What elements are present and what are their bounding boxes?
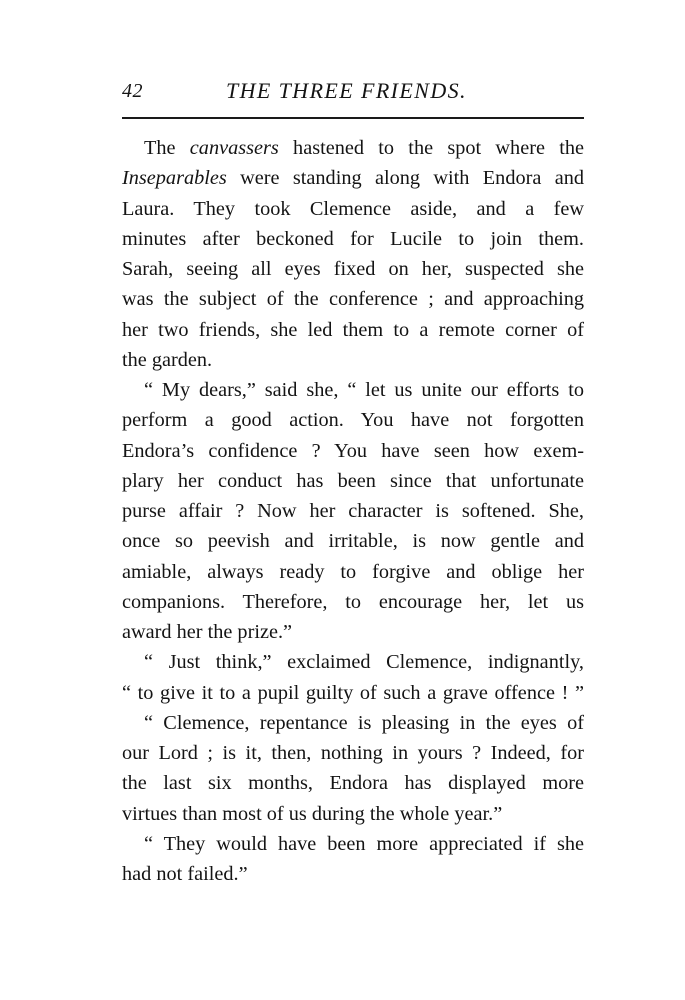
text-line: Endora’s confidence ? You have seen how exem-	[122, 439, 584, 462]
text-line: companions. Therefore, to encourage her, let us	[122, 590, 584, 613]
text-line: Sarah, seeing all eyes fixed on her, suspected she	[122, 258, 584, 280]
text-line: Laura. They took Clemence aside, and a few	[122, 197, 584, 220]
text-line: Inseparables were standing along with Endora and	[122, 167, 584, 190]
text-line: award her the prize.”	[122, 621, 293, 643]
text-line: amiable, always ready to forgive and oblige her	[122, 560, 584, 583]
text-line: the garden.	[122, 348, 213, 371]
text-line: our Lord ; is it, then, nothing in yours ? Indeed, for	[122, 742, 584, 764]
text-line: once so peevish and irritable, is now gentle and	[122, 530, 584, 553]
text-line: “ My dears,” said she, “ let us unite our efforts to	[144, 379, 584, 401]
text-line: “ They would have been more appreciated if she	[144, 832, 584, 855]
text-line: the last six months, Endora has displayed more	[122, 772, 584, 795]
text-line: The canvassers hastened to the spot where the	[144, 137, 584, 159]
header-rule	[122, 117, 584, 119]
text-line: “ Clemence, repentance is pleasing in the eyes of	[144, 711, 584, 734]
text-line: “ to give it to a pupil guilty of such a grave offence ! ”	[122, 681, 584, 704]
text-line: minutes after beckoned for Lucile to join them.	[122, 227, 584, 250]
italic-term: canvassers	[189, 137, 279, 159]
text-line: her two friends, she led them to a remote corner of	[122, 318, 584, 341]
running-title: THE THREE FRIENDS.	[226, 78, 467, 103]
text-line: perform a good action. You have not forgotten	[122, 409, 584, 432]
text-line: “ Just think,” exclaimed Clemence, indignantly,	[144, 651, 584, 674]
running-head	[122, 76, 584, 108]
text-line: virtues than most of us during the whole year.”	[122, 802, 503, 825]
body-text	[122, 133, 584, 889]
italic-term: Inseparables	[122, 167, 227, 190]
text-line: was the subject of the conference ; and approaching	[122, 288, 584, 311]
text-line: had not failed.”	[122, 863, 248, 885]
text-line: plary her conduct has been since that unfortunate	[122, 469, 584, 492]
page-number: 42	[122, 80, 143, 102]
text-line: purse affair ? Now her character is softened. She,	[122, 500, 584, 522]
